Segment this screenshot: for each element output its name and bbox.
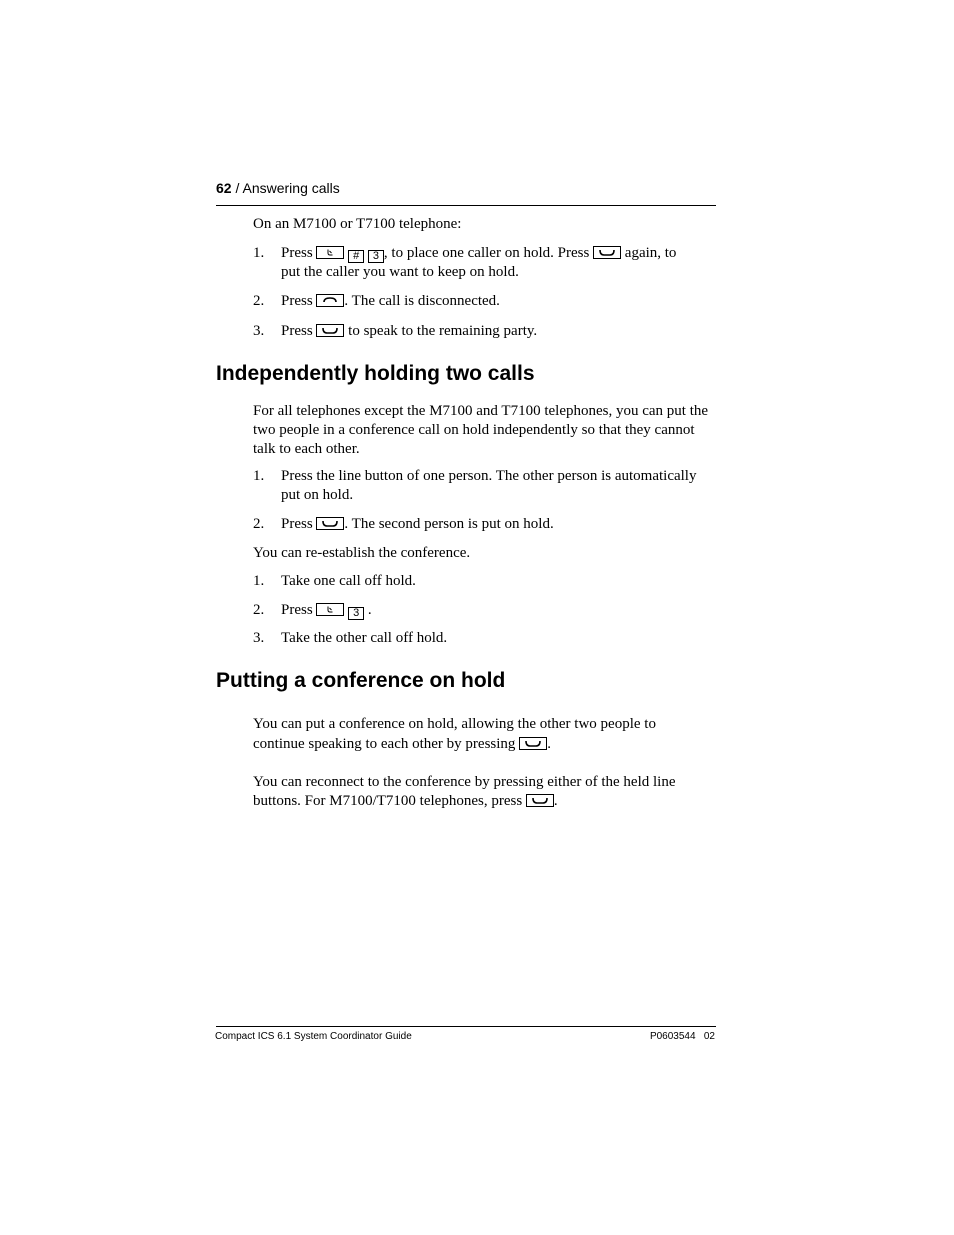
step-text-part: . The call is disconnected. [344,293,500,309]
paragraph-line: You can re-establish the conference. [253,545,471,561]
paragraph-line: talk to each other. [253,441,360,457]
step-text [281,515,717,534]
step-number: 2. [253,293,265,309]
footer-right: P0603544 02 [649,1031,715,1042]
section-heading: Independently holding two calls [216,362,535,385]
step-text [281,292,717,311]
paragraph-line [253,735,718,754]
page-header [216,180,716,196]
digit-key: 3 [348,607,364,620]
press-word: Press [281,323,313,339]
press-word: Press [281,293,313,309]
step-text: Take the other call off hold. [281,630,448,646]
step-text-line2: put on hold. [281,487,354,503]
press-word: Press [281,245,313,261]
intro-text: On an M7100 or T7100 telephone: [253,216,462,232]
paragraph-end: . [553,793,558,809]
step-text-part: to speak to the remaining party. [348,323,538,339]
digit-key: 3 [368,250,384,263]
step-text [281,322,717,341]
step-number: 1. [253,573,265,589]
footer-left: Compact ICS 6.1 System Coordinator Guide [215,1031,412,1042]
paragraph-line: For all telephones except the M7100 and T7100 telephones, you can put the [253,403,709,419]
press-word: Press [281,516,313,532]
step-text [281,601,717,620]
hold-key-icon [519,737,547,750]
hold-key-icon [526,794,554,807]
header-rule [216,205,716,206]
paragraph-line: two people in a conference call on hold independently so that they cannot [253,422,695,438]
step-text-part: . The second person is put on hold. [344,516,554,532]
header-separator: / [231,180,243,196]
step-text-part: . [367,602,372,618]
hash-key: # [348,250,364,263]
paragraph-line: You can reconnect to the conference by pressing either of the held line [253,774,676,790]
footer-rule [216,1026,716,1027]
step-text: Press the line button of one person. The other person is automatically [281,468,697,484]
header-section: Answering calls [242,180,340,196]
step-number: 3. [253,630,265,646]
step-number: 2. [253,516,265,532]
hold-key-icon [316,324,344,337]
step-text-part: , to place one caller on hold. Press [383,245,590,261]
step-number: 2. [253,602,265,618]
paragraph-end: . [547,736,551,752]
hold-key-icon [316,517,344,530]
paragraph-text: continue speaking to each other by pressing [253,736,516,752]
section-heading: Putting a conference on hold [216,669,506,692]
step-number: 1. [253,245,265,261]
paragraph-line: You can put a conference on hold, allowing the other two people to [253,716,656,732]
paragraph-text: buttons. For M7100/T7100 telephones, press [253,793,523,809]
hold-key-icon [593,246,621,259]
paragraph-line [253,792,718,811]
step-text-line2: put the caller you want to keep on hold. [281,264,519,280]
step-text [281,244,717,263]
feature-key-icon [316,246,344,259]
page-number: 62 [216,180,232,196]
press-word: Press [281,602,313,618]
step-text-part: again, to [624,245,677,261]
step-number: 1. [253,468,265,484]
release-key-icon [316,294,344,307]
feature-key-icon [316,603,344,616]
step-number: 3. [253,323,265,339]
step-text: Take one call off hold. [281,573,416,589]
